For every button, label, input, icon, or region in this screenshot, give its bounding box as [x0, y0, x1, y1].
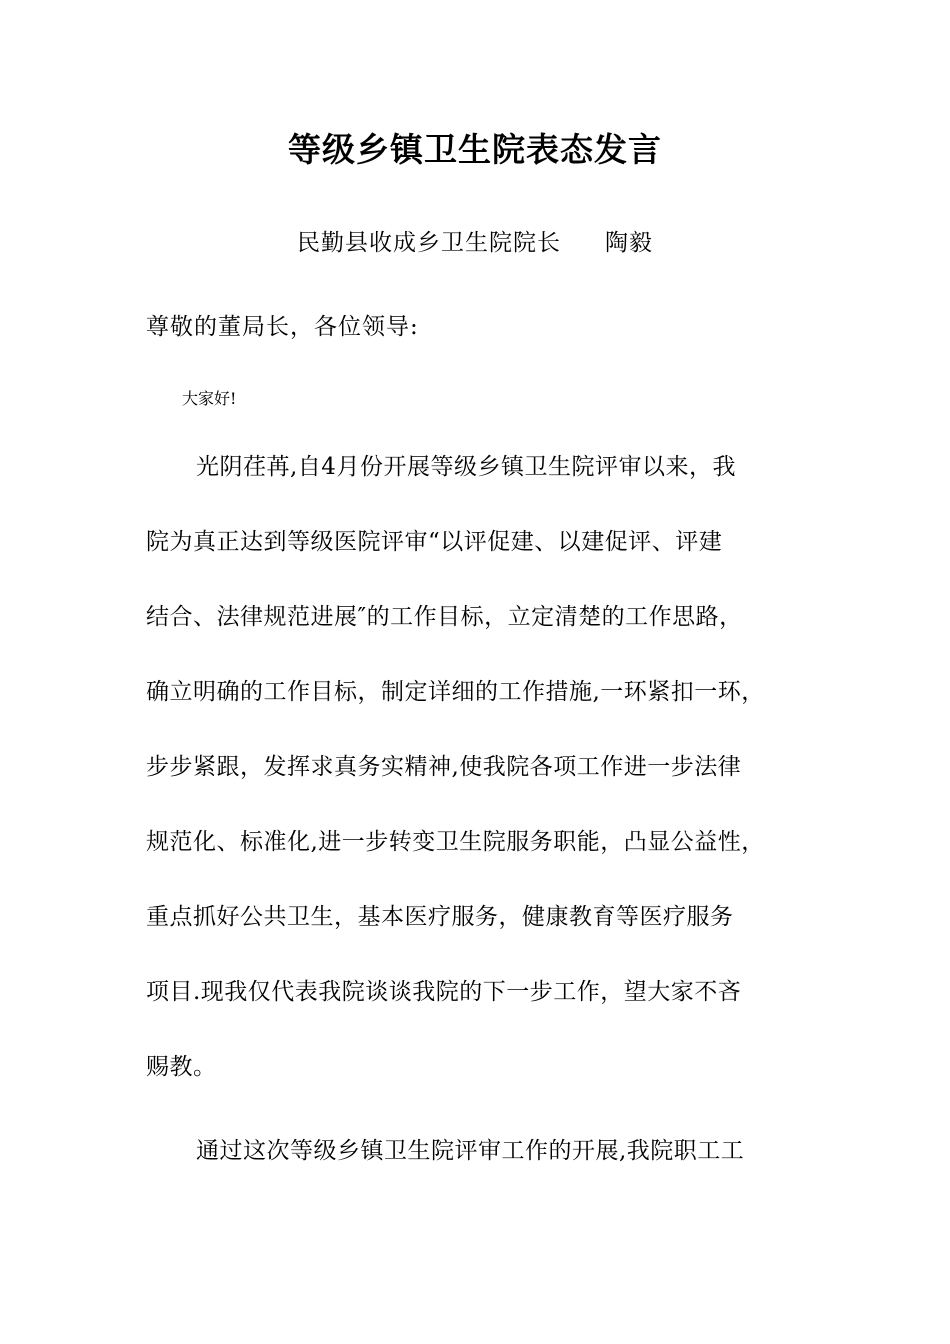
paragraph-line: 规范化、标准化,进一步转变卫生院服务职能，凸显公益性， — [146, 829, 765, 855]
paragraph-line: 院为真正达到等级医院评审“以评促建、以建促评、评建 — [146, 529, 723, 555]
paragraph-2 — [146, 1114, 810, 1189]
paragraph-line: 通过这次等级乡镇卫生院评审工作的开展,我院职工工 — [196, 1138, 745, 1164]
greeting: 大家好! — [182, 389, 237, 408]
paragraph-line: 重点抓好公共卫生，基本医疗服务，健康教育等医疗服务 — [146, 904, 734, 930]
paragraph-line: 步步紧跟，发挥求真务实精神,使我院各项工作进一步法律 — [146, 754, 742, 780]
paragraph-line: 赐教。 — [146, 1054, 217, 1080]
author-name: 陶毅 — [605, 230, 653, 256]
author-line — [0, 224, 950, 257]
paragraph-1 — [146, 430, 810, 1105]
paragraph-line: 项目.现我仅代表我院谈谈我院的下一步工作，望大家不吝 — [146, 979, 742, 1005]
author-position: 民勤县收成乡卫生院院长 — [297, 230, 561, 256]
document-title: 等级乡镇卫生院表态发言 — [288, 130, 662, 169]
paragraph-line: 光阴荏苒,自4月份开展等级乡镇卫生院评审以来，我 — [196, 454, 736, 480]
paragraph-line: 确立明确的工作目标，制定详细的工作措施,一环紧扣一环， — [146, 679, 765, 705]
paragraph-line: 结合、法律规范进展″的工作目标，立定清楚的工作思路， — [146, 604, 743, 630]
salutation: 尊敬的董局长，各位领导: — [146, 314, 419, 340]
